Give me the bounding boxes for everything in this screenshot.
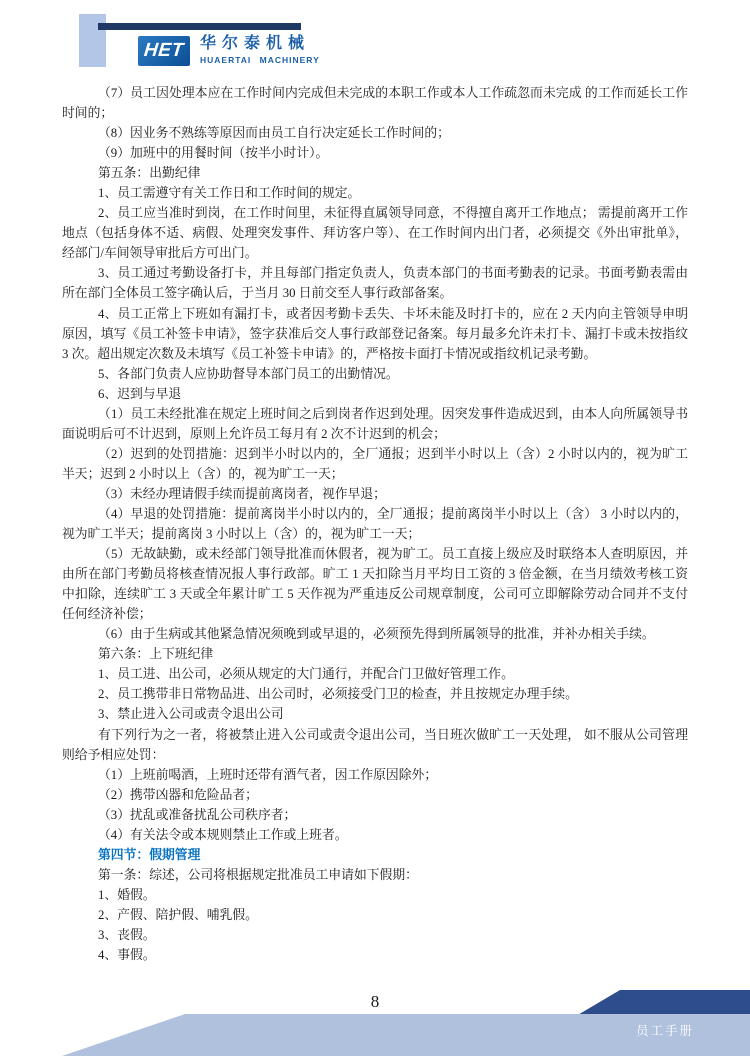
paragraph: 3、丧假。: [98, 927, 156, 942]
document-body: [62, 83, 688, 965]
company-name-cn: 华尔泰机械: [200, 35, 311, 52]
paragraph: （9）加班中的用餐时间（按半小时计）。: [98, 146, 329, 161]
section-heading: 第四节：假期管理: [98, 847, 201, 862]
paragraph: （8）因业务不熟练等原因而由员工自行决定延长工作时间的；: [98, 126, 450, 141]
paragraph: 第一条：综述，公司将根据规定批准员工申请如下假期：: [98, 867, 418, 882]
company-logo-icon: [138, 36, 190, 66]
paragraph: （1）员工未经批准在规定上班时间之后到岗者作迟到处理。因突发事件造成迟到，由本人向所属领导书面说明后可不计迟到，原则上允许员工每月有 2 次不计迟到的机会；: [62, 406, 688, 441]
paragraph: 第五条：出勤纪律: [98, 166, 201, 181]
paragraph: 第六条：上下班纪律: [98, 647, 214, 662]
paragraph: （6）由于生病或其他紧急情况须晚到或早退的，必须预先得到所属领导的批准，并补办相关手续。: [98, 627, 655, 642]
paragraph: （3）扰乱或准备扰乱公司秩序者；: [98, 807, 297, 822]
header-accent-bar: [98, 23, 301, 30]
paragraph: （5）无故缺勤，或未经部门领导批准而休假者，视为旷工。员工直接上级应及时联络本人查明原因，并由所在部门考勤员将核查情况报人事行政部。旷工 1 天扣除当月平均日工资的 3 倍金额，在当月绩效考核工资中扣除，连续旷工 3 天或全年累计旷工 5 天作视为严重违反公司规章制度，公司可立即解除劳动合同并不支付任何经济补偿；: [62, 547, 688, 622]
paragraph: （3）未经办理请假手续而提前离岗者，视作早退；: [98, 486, 386, 501]
logo-monogram: HET: [143, 40, 185, 61]
paragraph: 4、员工正常上下班如有漏打卡，或者因考勤卡丢失、卡坏未能及时打卡的，应在 2 天内向主管领导申明原因，填写《员工补签卡申请》，签字获准后交人事行政部登记备案。每月最多允许未打卡、漏打卡或未按指纹 3 次。超出规定次数及未填写《员工补签卡申请》的，严格按卡面打卡情况或指纹机记录考勤。: [62, 306, 688, 361]
paragraph: 有下列行为之一者，将被禁止进入公司或责令退出公司，当日班次做旷工一天处理， 如不服从公司管理则给予相应处罚：: [62, 727, 688, 762]
paragraph: 5、各部门负责人应协助督导本部门员工的出勤情况。: [98, 366, 399, 381]
paragraph: 3、禁止进入公司或责令退出公司: [98, 707, 284, 722]
paragraph: 2、员工应当准时到岗，在工作时间里，未征得直属领导同意，不得擅自离开工作地点； 需提前离开工作地点（包括身体不适、病假、处理突发事件、拜访客户等）、在工作时间内出门者，必须提交《外出审批单》，经部门/车间领导审批后方可出门。: [62, 206, 688, 261]
handbook-label: 员工手册: [635, 1024, 694, 1038]
paragraph: 1、员工进、出公司，必须从规定的大门通行，并配合门卫做好管理工作。: [98, 667, 514, 682]
company-name-en: HUAERTAI MACHINERY: [200, 55, 320, 65]
paragraph: （2）携带凶器和危险品者；: [98, 787, 258, 802]
paragraph: （4）有关法令或本规则禁止工作或上班者。: [98, 827, 348, 842]
paragraph: 2、员工携带非日常物品进、出公司时，必须接受门卫的检查，并且按规定办理手续。: [98, 687, 578, 702]
company-brand: [200, 35, 320, 65]
paragraph: （1）上班前喝酒，上班时还带有酒气者，因工作原因除外；: [98, 767, 438, 782]
header-accent-square: [79, 14, 106, 67]
paragraph: 4、事假。: [98, 948, 156, 963]
paragraph: 2、产假、陪护假、哺乳假。: [98, 907, 258, 922]
paragraph: （7）员工因处理本应在工作时间内完成但未完成的本职工作或本人工作疏忽而未完成 的工作而延长工作时间的；: [62, 86, 688, 121]
paragraph: （4）早退的处罚措施：提前离岗半小时以内的，全厂通报；提前离岗半小时以上（含） 3 小时以内的，视为旷工半天；提前离岗 3 小时以上（含）的，视为旷工一天；: [62, 506, 688, 542]
paragraph: 3、员工通过考勤设备打卡，并且每部门指定负责人，负责本部门的书面考勤表的记录。书面考勤表需由所在部门全体员工签字确认后，于当月 30 日前交至人事行政部备案。: [62, 266, 688, 301]
paragraph: 1、员工需遵守有关工作日和工作时间的规定。: [98, 186, 361, 201]
page-number: 8: [370, 992, 380, 1011]
paragraph: （2）迟到的处罚措施：迟到半小时以内的，全厂通报；迟到半小时以上（含）2 小时以内的，视为旷工半天；迟到 2 小时以上（含）的，视为旷工一天；: [62, 446, 688, 481]
paragraph: 1、婚假。: [98, 887, 156, 902]
paragraph: 6、迟到与早退: [98, 386, 182, 401]
